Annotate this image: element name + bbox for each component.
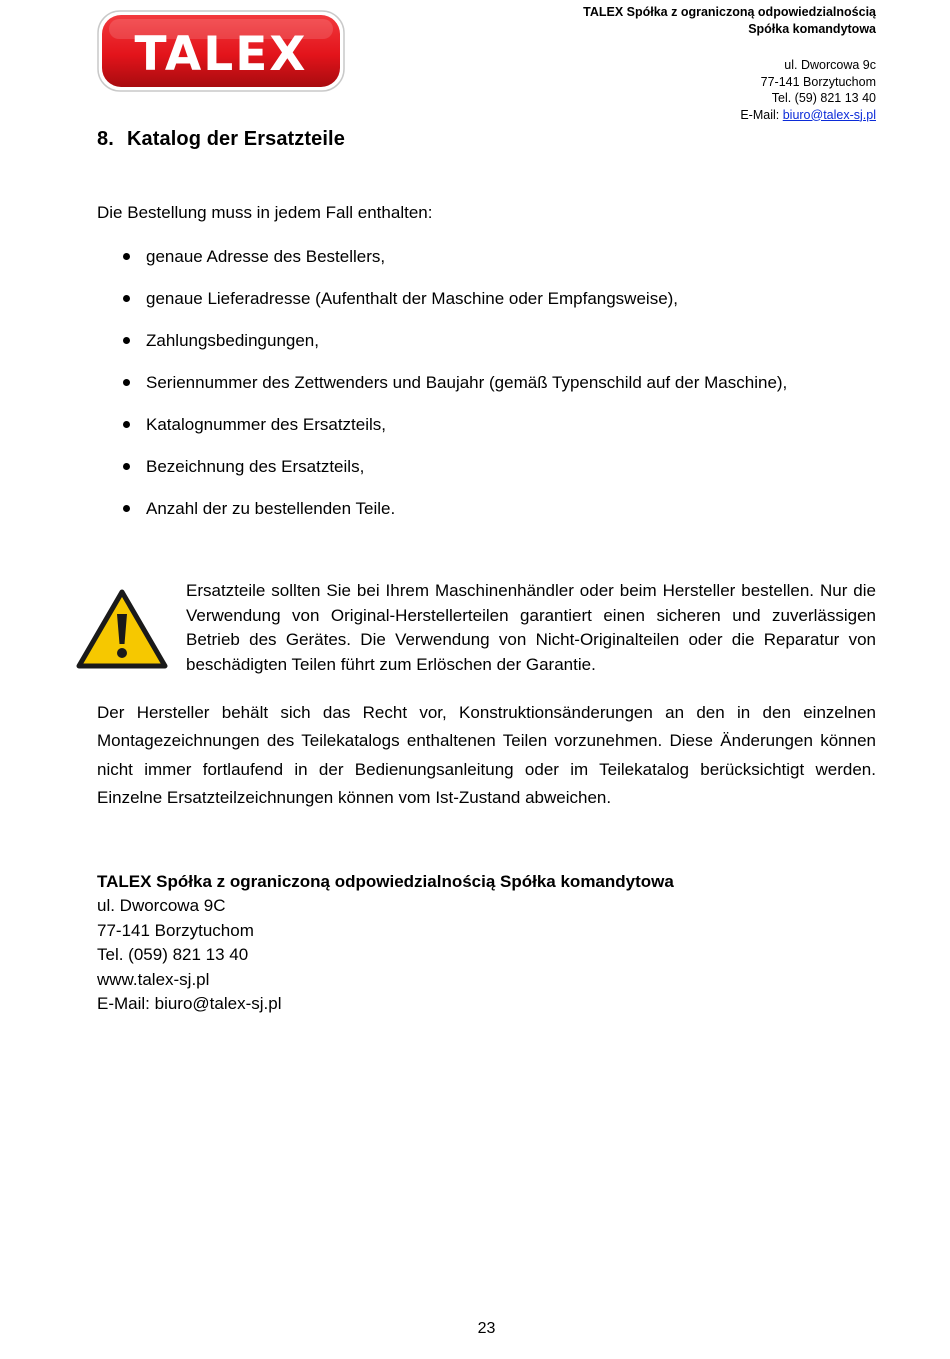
order-requirements-list: [97, 245, 787, 539]
bullet-icon: [123, 379, 130, 386]
bullet-icon: [123, 463, 130, 470]
page-number: 23: [477, 1320, 496, 1337]
header-company-type: Spółka komandytowa: [748, 21, 876, 36]
header-company-info: [583, 4, 876, 123]
warning-text: Ersatzteile sollten Sie bei Ihrem Maschinenhändler oder beim Hersteller bestellen. Nur die Verwendung von Original-Herstellerteilen garantiert einen sicheren und zuverlässigen Betrieb des Gerätes. Die Verwendung von Nicht-Originalteilen oder die Reparatur von beschädigten Teilen führt zum Erlöschen der Garantie.: [186, 581, 876, 674]
section-title-text: Katalog der Ersatzteile: [127, 128, 345, 150]
list-item: Bezeichnung des Ersatzteils,: [97, 455, 787, 497]
header-city: 77-141 Borzytuchom: [760, 74, 876, 89]
manufacturer-disclaimer: Der Hersteller behält sich das Recht vor, Konstruktionsänderungen an den in den einzelnen Montagezeichnungen des Teilekatalogs enthaltenen Teilen vorzunehmen. Diese Änderungen können nicht immer fortlaufend in der Bedienungsanleitung oder im Teilekatalog berücksichtigt werden. Einzelne Ersatzteilzeichnungen können vom Ist-Zustand abweichen.: [97, 703, 876, 807]
bullet-icon: [123, 337, 130, 344]
contact-email: E-Mail: biuro@talex-sj.pl: [97, 994, 282, 1014]
list-item: genaue Lieferadresse (Aufenthalt der Maschine oder Empfangsweise),: [97, 287, 787, 329]
header-street: ul. Dworcowa 9c: [784, 58, 876, 72]
contact-city: 77-141 Borzytuchom: [97, 920, 254, 940]
contact-block: [97, 870, 674, 1016]
list-item: Katalognummer des Ersatzteils,: [97, 413, 787, 455]
talex-logo: [97, 10, 345, 92]
bullet-icon: [123, 253, 130, 260]
header-company-name: TALEX Spółka z ograniczoną odpowiedzialnością: [583, 5, 876, 19]
contact-street: ul. Dworcowa 9C: [97, 896, 226, 916]
header-email-label: E-Mail:: [740, 107, 783, 122]
logo-text: TALEX: [134, 27, 308, 82]
warning-triangle-icon: [76, 588, 168, 670]
header-phone: Tel. (59) 821 13 40: [771, 91, 876, 105]
section-title: [97, 128, 345, 151]
list-item: Seriennummer des Zettwenders und Baujahr (gemäß Typenschild auf der Maschine),: [97, 371, 787, 413]
contact-phone: Tel. (059) 821 13 40: [97, 945, 249, 965]
section-number: 8.: [97, 128, 114, 150]
bullet-icon: [123, 505, 130, 512]
list-item: Zahlungsbedingungen,: [97, 329, 787, 371]
list-item: genaue Adresse des Bestellers,: [97, 245, 787, 287]
header-email-link[interactable]: biuro@talex-sj.pl: [782, 107, 876, 122]
bullet-icon: [123, 295, 130, 302]
bullet-icon: [123, 421, 130, 428]
contact-company: TALEX Spółka z ograniczoną odpowiedzialnością Spółka komandytowa: [97, 872, 674, 891]
list-item: Anzahl der zu bestellenden Teile.: [97, 497, 787, 539]
contact-website: www.talex-sj.pl: [97, 969, 210, 989]
header-email-line: [583, 107, 876, 124]
order-intro: Die Bestellung muss in jedem Fall enthalten:: [97, 203, 433, 222]
